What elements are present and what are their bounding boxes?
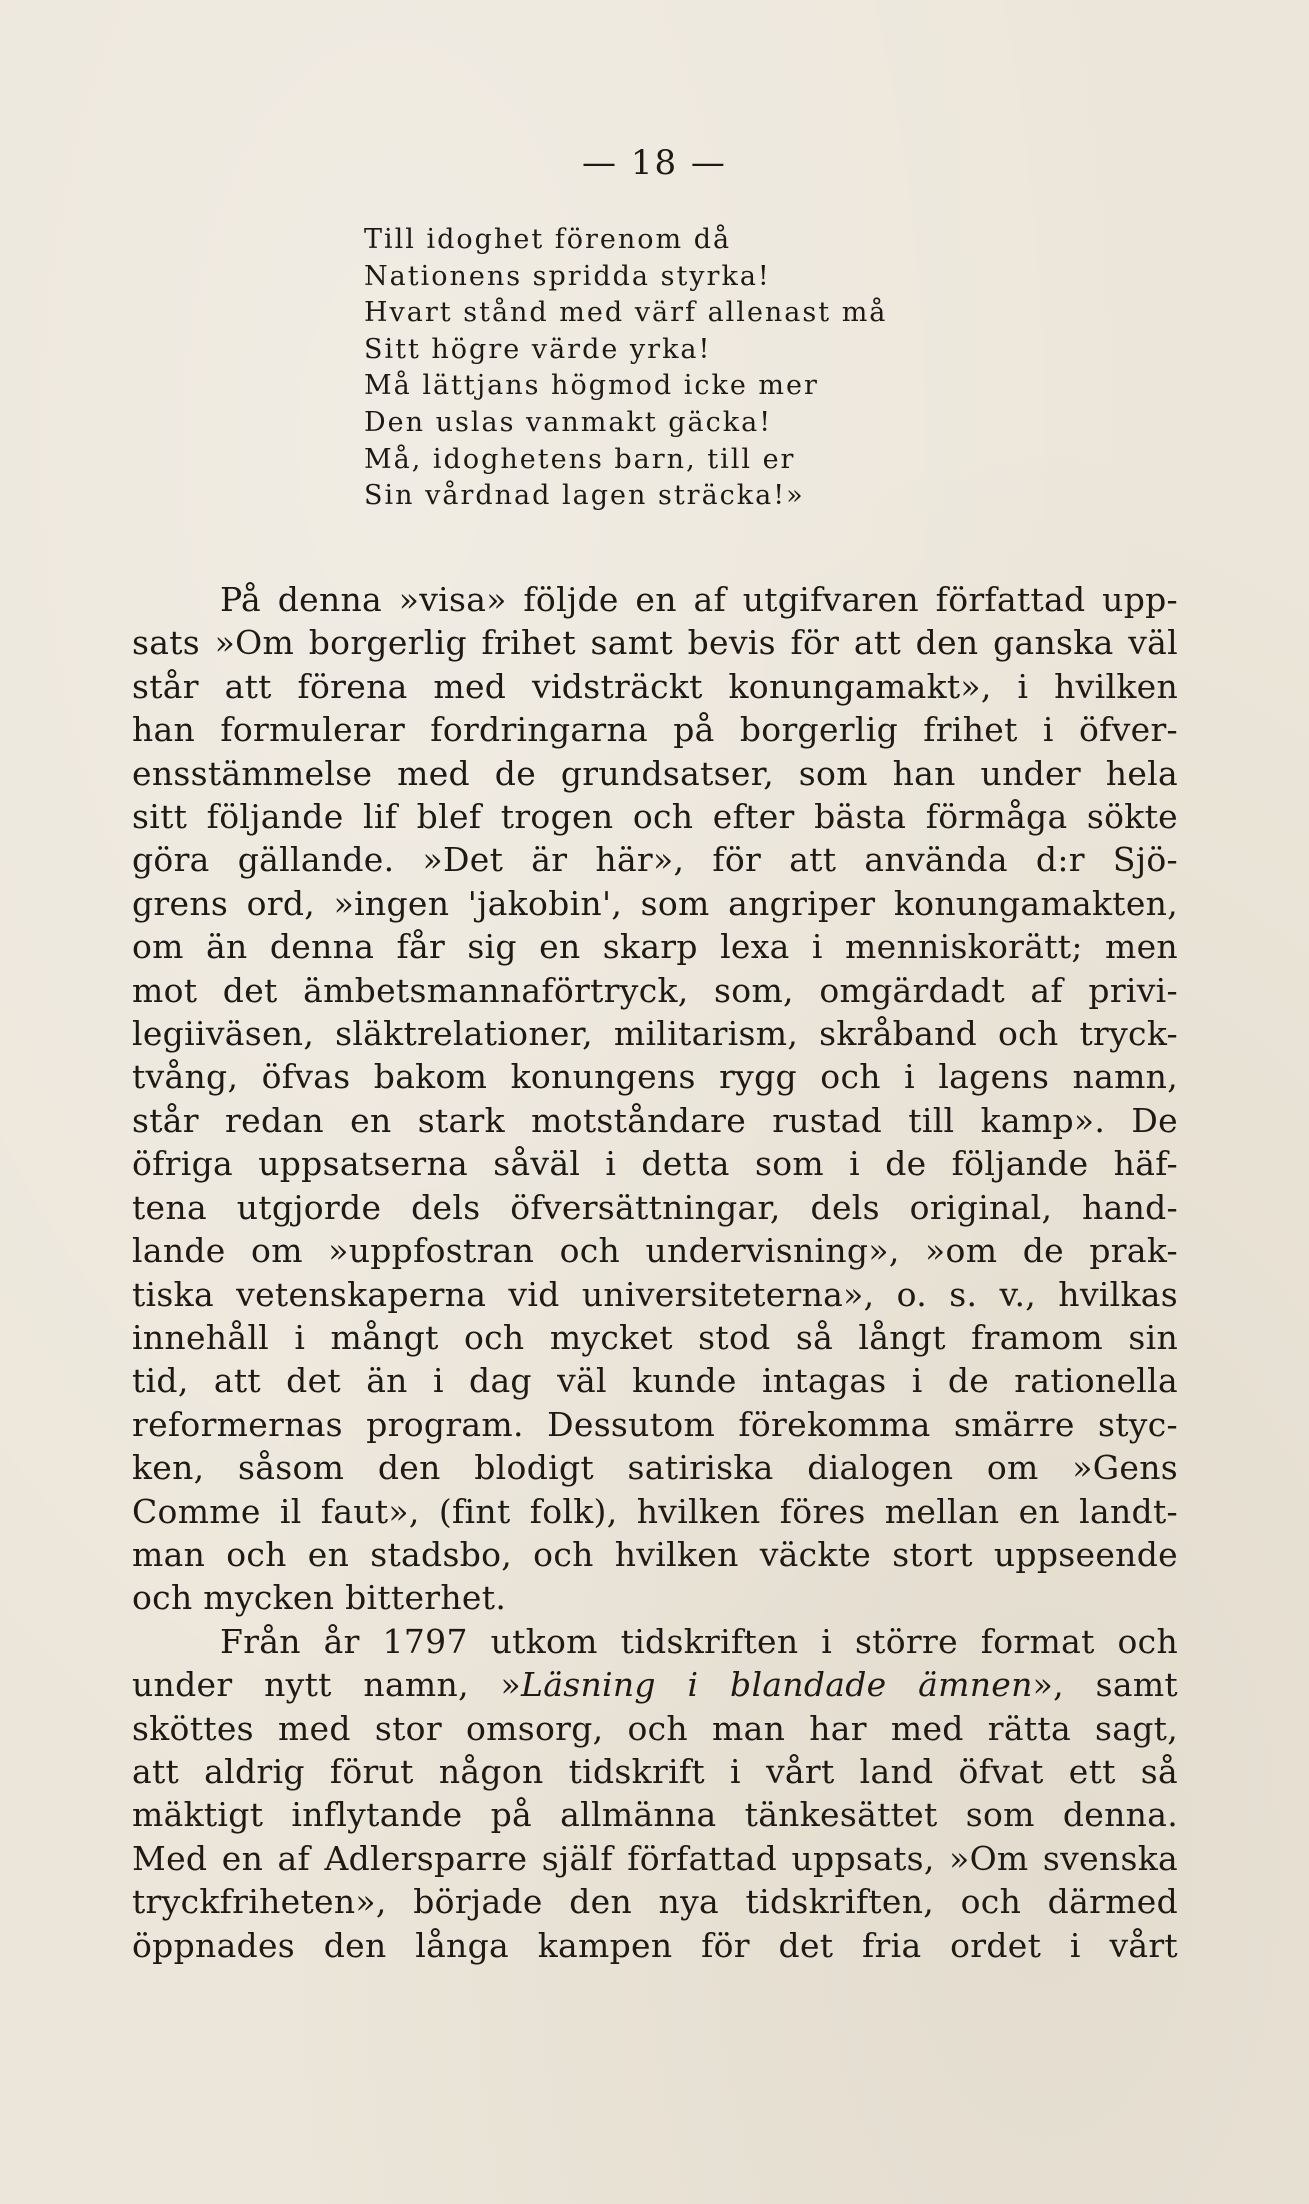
text-line: legiiväsen, släktrelationer, militarism, skråband och tryck- [132, 1014, 1178, 1054]
text-line: innehåll i mångt och mycket stod så långt framom sin [132, 1317, 1178, 1357]
text-line: På denna »visa» följde en af utgifvaren författad upp- [220, 580, 1178, 619]
poem-line: Hvart stånd med värf allenast må [364, 297, 888, 329]
paragraph-2 [132, 1620, 1178, 1967]
text-line: om än denna får sig en skarp lexa i menniskorätt; men [132, 927, 1178, 967]
text-line: mäktigt inflytande på allmänna tänkesättet som denna. [132, 1795, 1178, 1835]
text-line: står redan en stark motståndare rustad till kamp». De [132, 1100, 1178, 1140]
page-number: — 18 — [582, 143, 727, 183]
text-line: tvång, öfvas bakom konungens rygg och i lagens namn, [132, 1057, 1178, 1097]
poem-line: Sitt högre värde yrka! [364, 333, 712, 365]
body-text [132, 578, 1178, 1967]
poem-line: Sin vårdnad lagen sträcka!» [364, 480, 805, 512]
text-line: tena utgjorde dels öfversättningar, dels original, hand- [132, 1187, 1178, 1227]
text-line: sköttes med stor omsorg, och man har med rätta sagt, [132, 1708, 1178, 1748]
poem-stanza [364, 222, 1064, 515]
poem-line: Må lättjans högmod icke mer [364, 370, 819, 402]
text-line: ken, såsom den blodigt satiriska dialogen om »Gens [132, 1448, 1178, 1488]
text-line: göra gällande. »Det är här», för att använda d:r Sjö- [132, 840, 1178, 880]
paragraph-1 [132, 578, 1178, 1620]
poem-line: Till idoghet förenom då [364, 224, 732, 255]
poem-line: Den uslas vanmakt gäcka! [364, 406, 773, 438]
text-line: tryckfriheten», började den nya tidskriften, och därmed [132, 1882, 1178, 1922]
text-line: tiska vetenskaperna vid universiteterna», o. s. v., hvilkas [132, 1274, 1178, 1314]
text-line: tid, att det än i dag väl kunde intagas i de rationella [132, 1361, 1178, 1401]
text-line: öfriga uppsatserna såväl i detta som i de följande häf- [132, 1144, 1178, 1184]
text-line: grens ord, »ingen 'jakobin', som angriper konungamakten, [132, 883, 1178, 923]
text-segment: under nytt namn, » [132, 1665, 522, 1705]
text-line: lande om »uppfostran och undervisning», »om de prak- [132, 1231, 1178, 1271]
text-line: öppnades den långa kampen för det fria ordet i vårt [132, 1925, 1178, 1965]
text-line: Comme il faut», (fint folk), hvilken föres mellan en landt- [132, 1491, 1178, 1531]
text-line [132, 1663, 1178, 1706]
text-line: sitt följande lif blef trogen och efter bästa förmåga sökte [132, 797, 1178, 837]
text-line: Med en af Adlersparre själf författad uppsats, »Om svenska [132, 1838, 1178, 1878]
text-line: reformernas program. Dessutom förekomma smärre styc- [132, 1404, 1178, 1444]
journal-title: Läsning i blandade ämnen [521, 1665, 1033, 1705]
text-line: sats »Om borgerlig frihet samt bevis för att den ganska väl [132, 623, 1178, 663]
text-line: mot det ämbetsmannaförtryck, som, omgärdadt af privi- [132, 970, 1178, 1010]
text-line: han formulerar fordringarna på borgerlig frihet i öfver- [132, 710, 1178, 750]
text-line: Från år 1797 utkom tidskriften i större format och [220, 1621, 1178, 1661]
text-segment: », samt [1032, 1665, 1178, 1705]
poem-line: Må, idoghetens barn, till er [364, 443, 796, 475]
text-line: står att förena med vidsträckt konungamakt», i hvilken [132, 666, 1178, 706]
text-line: att aldrig förut någon tidskrift i vårt land öfvat ett så [132, 1751, 1178, 1791]
text-line: man och en stadsbo, och hvilken väckte stort uppseende [132, 1534, 1178, 1574]
text-line: ensstämmelse med de grundsatser, som han under hela [132, 753, 1178, 793]
poem-line: Nationens spridda styrka! [364, 260, 771, 292]
text-line: och mycken bitterhet. [132, 1578, 507, 1618]
